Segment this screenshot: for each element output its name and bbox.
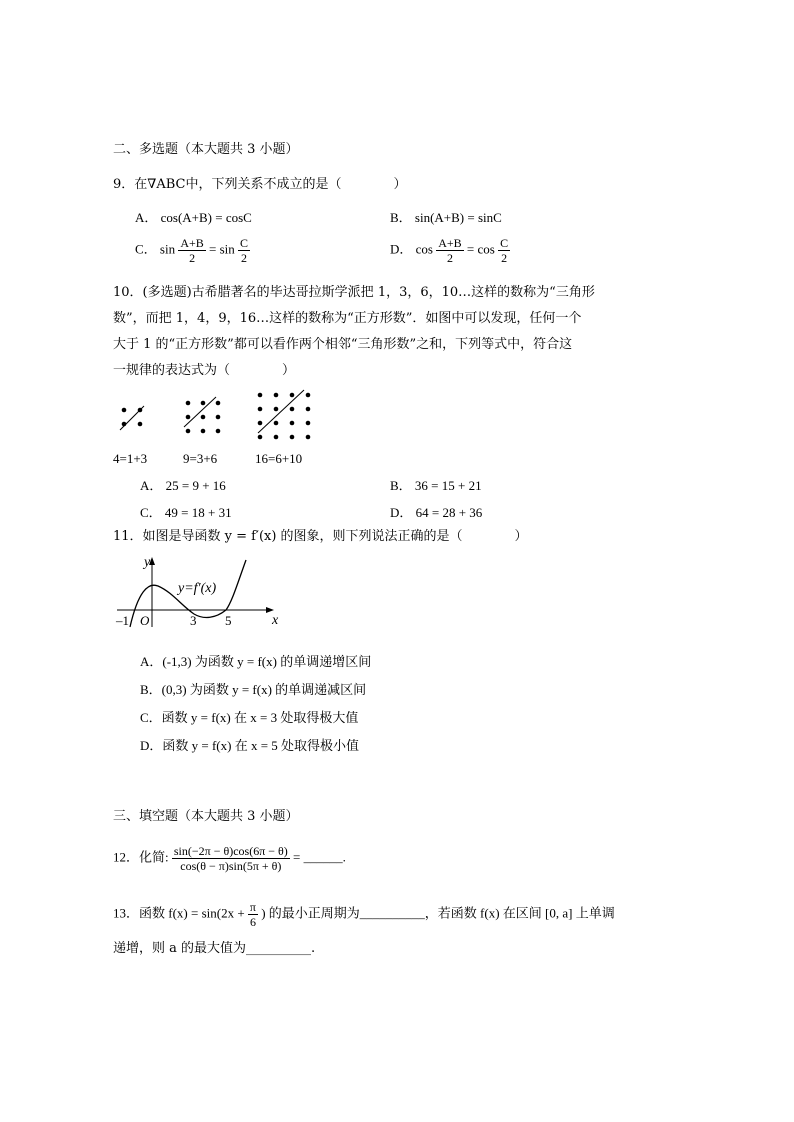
- fraction-denominator: 2: [501, 251, 508, 265]
- question-10-option-c: C． 49 = 18 + 31: [140, 505, 232, 520]
- option-d-prefix: D． cos: [390, 241, 433, 257]
- tick-label-minus-1: –1: [116, 613, 129, 628]
- fraction-denominator: cos(θ − π)sin(5π + θ): [180, 859, 282, 873]
- fraction-numerator: π: [249, 900, 256, 914]
- dot-figure-label-2: 9=3+6: [183, 451, 218, 466]
- y-axis-label: y: [144, 555, 151, 570]
- curve-label: y=f′(x): [178, 581, 217, 596]
- question-10-line-4: 一规律的表达式为（ ）: [113, 363, 296, 378]
- question-12-answer-blank: = ______.: [293, 849, 346, 865]
- fraction-numerator: A+B: [180, 236, 204, 250]
- question-9-option-c: [135, 236, 250, 265]
- fraction-numerator: C: [240, 236, 249, 250]
- option-d-middle: = cos: [466, 241, 495, 257]
- option-c-fraction-1: [178, 236, 205, 265]
- x-axis-label: x: [272, 613, 279, 628]
- question-11-option-b: B．(0,3) 为函数 y = f(x) 的单调递减区间: [140, 682, 367, 697]
- question-11-option-c: C．函数 y = f(x) 在 x = 3 处取得极大值: [140, 710, 359, 725]
- question-13-line-1: [113, 900, 615, 929]
- question-10-option-d: D． 64 = 28 + 36: [390, 505, 483, 520]
- question-11-option-d: D．函数 y = f(x) 在 x = 5 处取得极小值: [140, 738, 360, 753]
- question-12: [113, 844, 346, 873]
- option-d-fraction-1: [436, 236, 463, 265]
- question-9-option-d: [390, 236, 510, 265]
- fraction-numerator: A+B: [438, 236, 462, 250]
- dot-figure-16: [258, 390, 311, 439]
- tick-label-5: 5: [225, 613, 232, 628]
- square-number-dot-figures: [110, 388, 330, 448]
- question-13-line-2: 递增，则 a 的最大值为__________.: [113, 941, 316, 956]
- dot-figure-label-1: 4=1+3: [113, 451, 148, 466]
- dot-figure-9: [184, 397, 220, 433]
- question-10-option-b: B． 36 = 15 + 21: [390, 478, 482, 493]
- dot-figure-label-3: 16=6+10: [255, 451, 303, 466]
- origin-label: O: [140, 613, 150, 628]
- derivative-graph: [112, 552, 277, 632]
- option-c-prefix: C． sin: [135, 241, 176, 257]
- question-10-line-1: 10．(多选题)古希腊著名的毕达哥拉斯学派把 1，3，6，10…这样的数称为“三角形: [113, 285, 595, 300]
- question-9-option-a: A． cos(A+B) = cosC: [135, 210, 252, 225]
- question-13-prefix: 13．函数 f(x) = sin(2x +: [113, 905, 245, 921]
- question-11-option-a: A．(-1,3) 为函数 y = f(x) 的单调递增区间: [140, 654, 372, 669]
- question-10-line-3: 大于 1 的“正方形数”都可以看作两个相邻“三角形数”之和，下列等式中，符合这: [113, 337, 573, 352]
- section-title-multiple-choice: 二、多选题（本大题共 3 小题）: [113, 142, 299, 157]
- question-12-prefix: 12．化简:: [113, 849, 169, 865]
- question-10-line-2: 数”，而把 1，4，9，16…这样的数称为“正方形数”．如图中可以发现，任何一个: [113, 311, 582, 326]
- option-c-middle: = sin: [209, 241, 235, 257]
- fraction-denominator: 2: [241, 251, 248, 265]
- question-13-pi-fraction: [248, 900, 258, 929]
- question-13-middle: ) 的最小正周期为__________，若函数 f(x) 在区间 [0, a] 上单调: [261, 905, 615, 921]
- question-9-option-b: B． sin(A+B) = sinC: [390, 210, 502, 225]
- question-9-stem: 9．在∇ABC中，下列关系不成立的是（ ）: [113, 177, 407, 192]
- fraction-numerator: sin(−2π − θ)cos(6π − θ): [173, 844, 288, 858]
- fraction-denominator: 6: [249, 915, 256, 929]
- fraction-numerator: C: [500, 236, 509, 250]
- dot-figure-4: [120, 406, 144, 430]
- question-10-option-a: A． 25 = 9 + 16: [140, 478, 226, 493]
- fraction-denominator: 2: [189, 251, 196, 265]
- fraction-denominator: 2: [446, 251, 453, 265]
- section-title-fill-in: 三、填空题（本大题共 3 小题）: [113, 809, 299, 824]
- question-12-fraction: [172, 844, 290, 873]
- option-c-fraction-2: [238, 236, 250, 265]
- tick-label-3: 3: [190, 613, 197, 628]
- question-11-stem: 11．如图是导函数 y = f′(x) 的图象，则下列说法正确的是（ ）: [113, 529, 528, 544]
- option-d-fraction-2: [498, 236, 510, 265]
